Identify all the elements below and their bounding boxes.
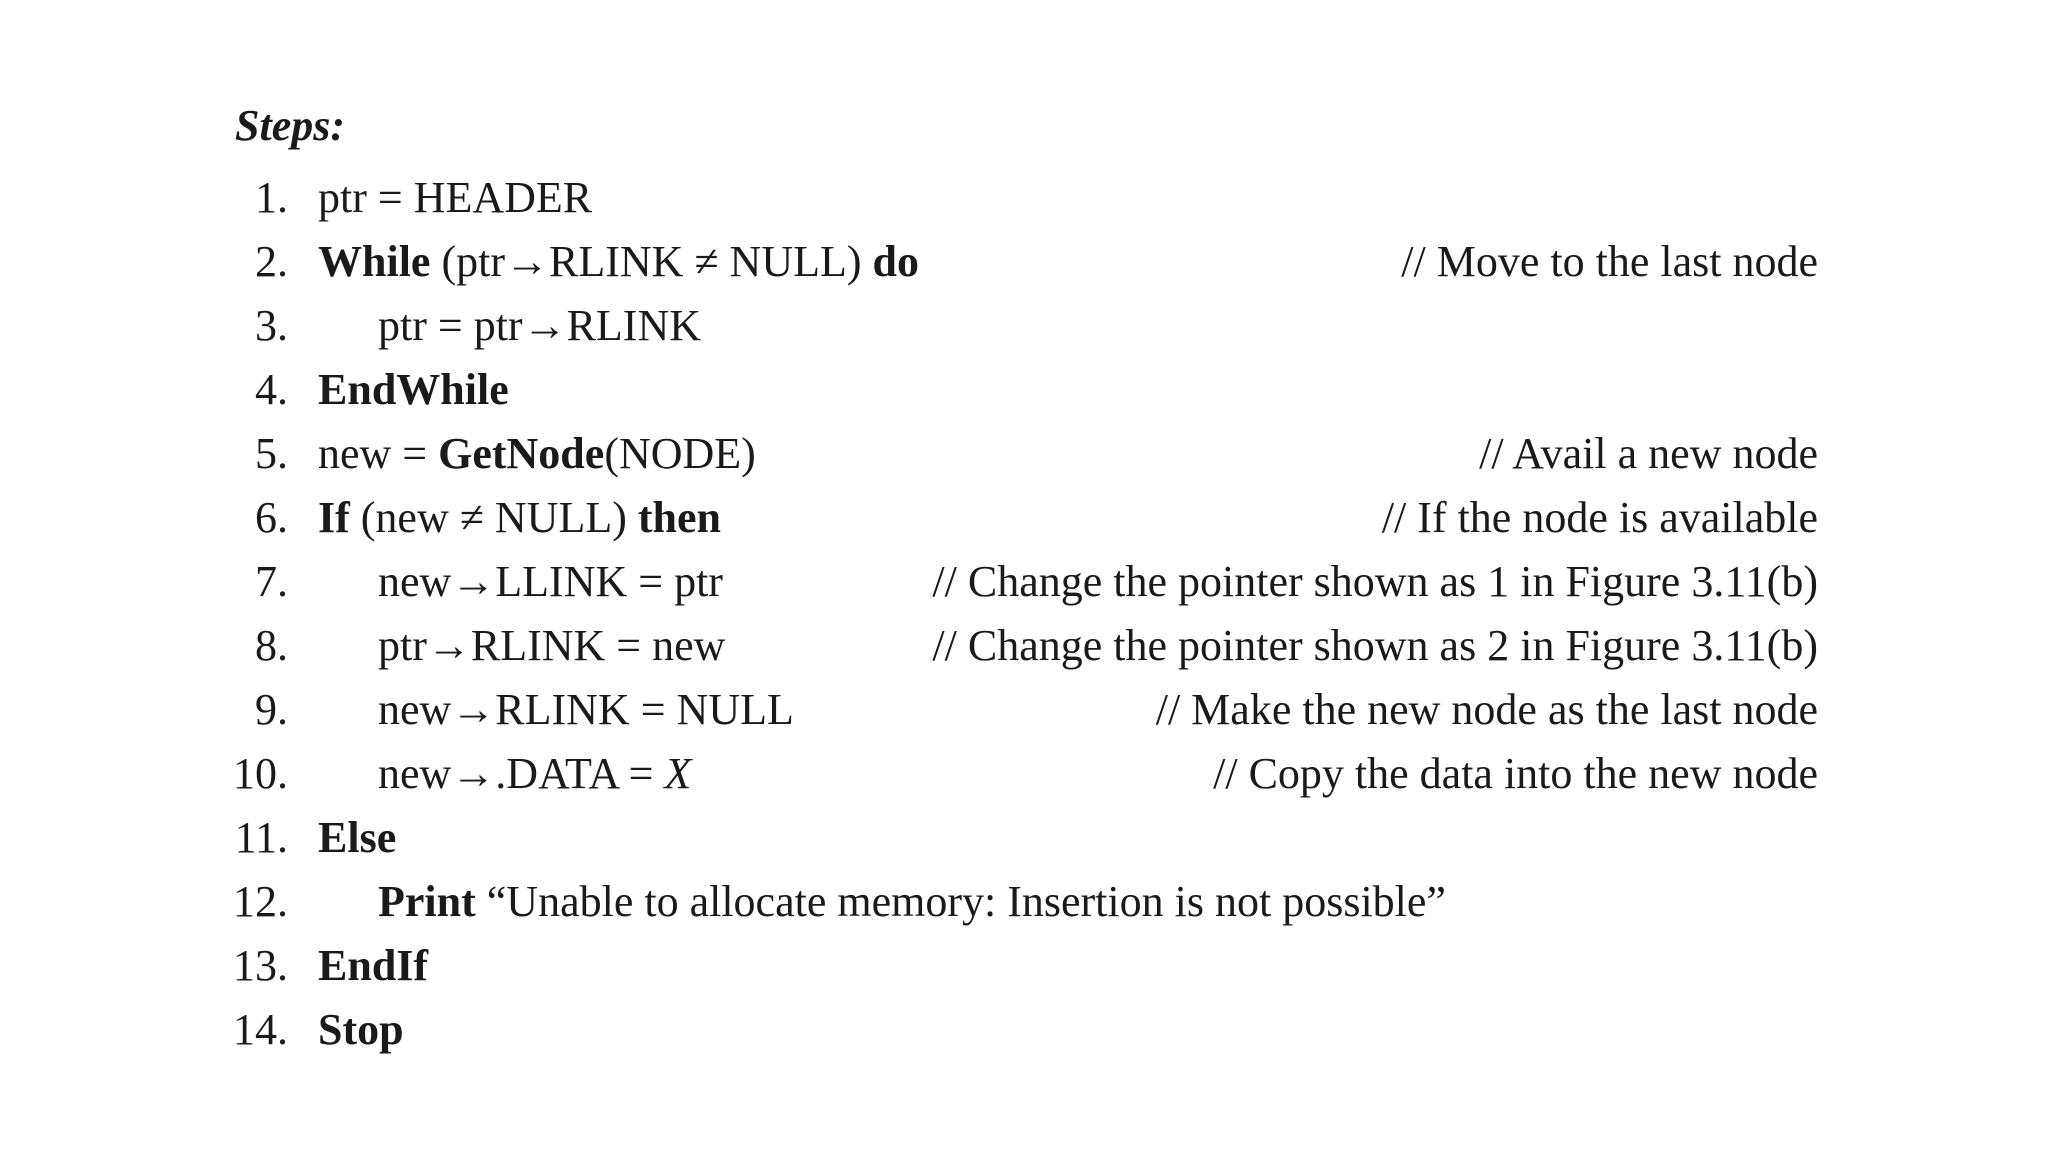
step-code <box>318 168 592 228</box>
step-code <box>318 936 428 996</box>
step-line <box>0 680 2048 740</box>
steps-heading: Steps: <box>235 101 345 150</box>
step-number: 9. <box>255 685 288 734</box>
keyword: EndIf <box>318 941 429 990</box>
keyword: EndWhile <box>318 365 509 414</box>
step-number: 2. <box>255 237 288 286</box>
step-code <box>318 360 509 420</box>
keyword: If <box>318 493 350 542</box>
step-comment: // Move to the last node <box>1401 237 1818 286</box>
code-text: new = <box>318 429 439 478</box>
step-number: 14. <box>233 1005 288 1054</box>
step-line <box>0 360 2048 420</box>
step-line <box>0 552 2048 612</box>
step-code <box>318 232 919 292</box>
step-code <box>318 488 721 548</box>
step-line <box>0 744 2048 804</box>
code-text: (new ≠ NULL) <box>349 493 638 542</box>
code-text: X <box>664 749 692 798</box>
step-number: 5. <box>255 429 288 478</box>
code-text: new→.DATA = <box>378 749 665 798</box>
code-text: ptr→RLINK = new <box>378 621 726 670</box>
step-line <box>0 168 2048 228</box>
step-number: 12. <box>233 877 288 926</box>
step-line <box>0 808 2048 868</box>
keyword: While <box>318 237 431 286</box>
step-line <box>0 936 2048 996</box>
step-code <box>318 424 756 484</box>
step-number: 8. <box>255 621 288 670</box>
code-text: “Unable to allocate memory: Insertion is not possible” <box>475 877 1446 926</box>
keyword: Else <box>318 813 397 862</box>
step-line <box>0 616 2048 676</box>
keyword: do <box>872 237 919 286</box>
step-code <box>378 872 1446 932</box>
step-comment: // If the node is available <box>1381 493 1818 542</box>
step-comment: // Avail a new node <box>1479 429 1818 478</box>
step-number: 7. <box>255 557 288 606</box>
keyword: Print <box>378 877 476 926</box>
step-number: 10. <box>233 749 288 798</box>
step-number: 6. <box>255 493 288 542</box>
step-comment: // Change the pointer shown as 2 in Figure 3.11(b) <box>932 621 1818 670</box>
keyword: then <box>637 493 721 542</box>
step-code <box>378 552 723 612</box>
keyword: Stop <box>318 1005 404 1054</box>
code-text: new→RLINK = NULL <box>378 685 794 734</box>
step-code <box>318 808 396 868</box>
step-code <box>378 744 691 804</box>
step-line <box>0 424 2048 484</box>
step-code <box>378 680 794 740</box>
keyword: GetNode <box>438 429 605 478</box>
step-line <box>0 488 2048 548</box>
step-number: 3. <box>255 301 288 350</box>
step-number: 4. <box>255 365 288 414</box>
step-line <box>0 1000 2048 1060</box>
step-number: 13. <box>233 941 288 990</box>
step-number: 1. <box>255 173 288 222</box>
code-text: ptr = HEADER <box>318 173 593 222</box>
code-text: (ptr→RLINK ≠ NULL) <box>430 237 873 286</box>
code-text: ptr = ptr→RLINK <box>378 301 701 350</box>
step-comment: // Copy the data into the new node <box>1213 749 1818 798</box>
step-comment: // Make the new node as the last node <box>1155 685 1818 734</box>
step-line <box>0 296 2048 356</box>
step-code <box>318 1000 404 1060</box>
step-comment: // Change the pointer shown as 1 in Figure 3.11(b) <box>932 557 1818 606</box>
step-code <box>378 296 701 356</box>
code-text: new→LLINK = ptr <box>378 557 723 606</box>
step-number: 11. <box>234 813 288 862</box>
step-line <box>0 872 2048 932</box>
step-code <box>378 616 725 676</box>
code-text: (NODE) <box>604 429 756 478</box>
step-line <box>0 232 2048 292</box>
